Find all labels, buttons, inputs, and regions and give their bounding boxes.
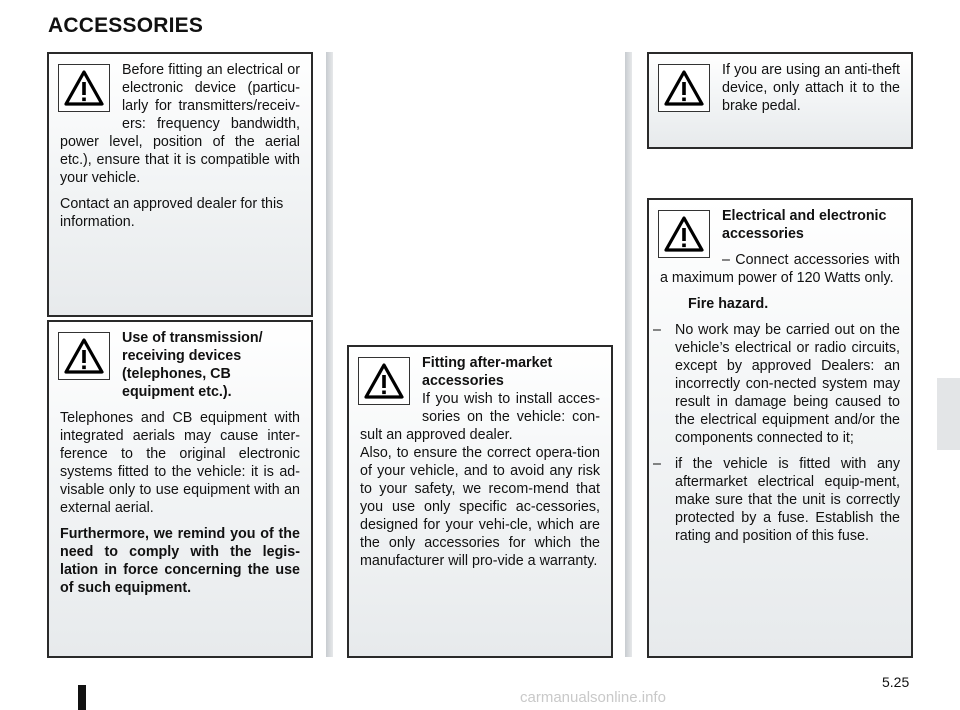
warranty-text: Also, to ensure the correct opera-tion of your vehicle, and to avoid any risk to your safety, we recom-mend that you use only specific ac-cessories, designed for your vehi-cle, which are the only accessories for which the manufacturer will pro-vide a warranty. xyxy=(360,445,600,569)
transmission-heading: Use of transmission/ receiving devices (telephones, CB equipment etc.). xyxy=(122,330,263,400)
dash-marker: – xyxy=(653,322,661,338)
chapter-tab xyxy=(937,378,960,450)
fire-hazard-text: Fire hazard. xyxy=(688,296,769,312)
warning-triangle-icon xyxy=(358,357,410,405)
list-item xyxy=(653,455,900,545)
warning-box-electrical-accessories xyxy=(647,198,913,658)
page-title: ACCESSORIES xyxy=(48,14,204,37)
corner-mark xyxy=(78,685,86,710)
warning-box-aftermarket-accessories xyxy=(347,345,613,658)
max-power-text: – Connect accessories with a maximum power of 120 Watts only. xyxy=(660,252,900,286)
anti-theft-text: If you are using an anti-theft device, only attach it to the brake pedal. xyxy=(722,62,900,114)
dealer-contact-text: Contact an approved dealer for this information. xyxy=(60,196,284,230)
aftermarket-heading: Fitting after-market accessories xyxy=(422,355,553,389)
compatibility-text: Before fitting an electrical or electronic device (particu-larly for transmitters/receiv-ers: frequency bandwidth, power level, position of the aerial etc.), ensure that it is compatible with your vehicle. xyxy=(60,62,300,186)
circuits-warning-text: No work may be carried out on the vehicle’s electrical or radio circuits, except by approved Dealers: an incorrectly con-nected system may result in damage being caused to the electrical equipment and/or the components connected to it; xyxy=(675,322,900,446)
warning-triangle-icon xyxy=(658,210,710,258)
column-divider-right xyxy=(625,52,632,657)
watermark: carmanualsonline.info xyxy=(520,689,666,706)
warning-triangle-icon xyxy=(58,64,110,112)
interference-text: Telephones and CB equipment with integrated aerials may cause inter-ference to the original electronic systems fitted to the vehicle: it is ad-visable only to use equipment with an external aerial. xyxy=(60,410,300,516)
install-dealer-text: If you wish to install acces-sories on the vehicle: con-sult an approved dealer. xyxy=(360,391,600,443)
electrical-heading: Electrical and electronic accessories xyxy=(722,208,887,242)
column-divider-left xyxy=(326,52,333,657)
legislation-text: Furthermore, we remind you of the need to comply with the legis-lation in force concerning the use of such equipment. xyxy=(60,526,300,596)
page-number: 5.25 xyxy=(882,674,910,690)
warning-box-transmission-devices xyxy=(47,320,313,658)
dash-marker: – xyxy=(653,456,661,472)
warning-triangle-icon xyxy=(58,332,110,380)
fuse-warning-text: if the vehicle is fitted with any aftermarket electrical equip-ment, make sure that the unit is correctly protected by a fuse. Establish the rating and position of this fuse. xyxy=(675,456,900,544)
warning-triangle-icon xyxy=(658,64,710,112)
warning-box-electrical-compatibility xyxy=(47,52,313,317)
list-item xyxy=(653,321,900,447)
warning-box-anti-theft xyxy=(647,52,913,149)
